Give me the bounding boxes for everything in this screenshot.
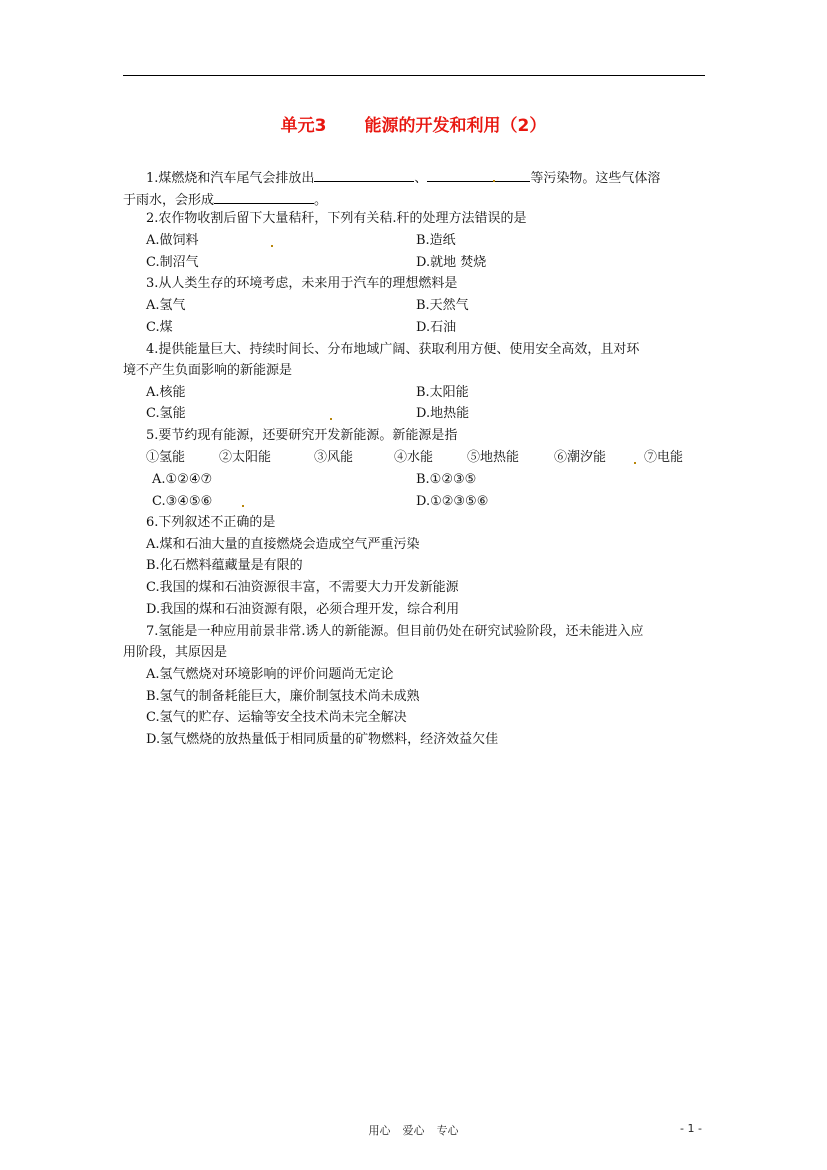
q4-option-c: C.氢能	[146, 406, 186, 421]
q5-item-4: ④水能	[394, 450, 434, 465]
stray-mark	[493, 180, 495, 182]
q5-item-5: ⑤地热能	[467, 450, 520, 465]
q7-stem-line1: 7.氢能是一种应用前景非常.诱人的新能源。但目前仍处在研究试验阶段，还未能进入应	[146, 624, 644, 639]
q5-option-b: B.①②③⑤	[416, 472, 477, 487]
q7-option-b: B.氢气的制备耗能巨大，廉价制氢技术尚未成熟	[146, 689, 420, 704]
q7-option-d: D.氢气燃烧的放热量低于相同质量的矿物燃料，经济效益欠佳	[146, 732, 499, 747]
q6-option-d: D.我国的煤和石油资源有限，必须合理开发，综合利用	[146, 602, 460, 617]
q4-option-a: A.核能	[146, 385, 186, 400]
q4-stem-line2: 境不产生负面影响的新能源是	[123, 363, 293, 378]
q3-option-b: B.天然气	[416, 298, 469, 313]
q6-option-c: C.我国的煤和石油资源很丰富，不需要大力开发新能源	[146, 580, 459, 595]
page-title	[0, 111, 827, 136]
q5-option-d: D.①②③⑤⑥	[416, 494, 489, 509]
unit-label: 单元3	[280, 116, 327, 136]
q3-stem: 3.从人类生存的环境考虑，未来用于汽车的理想燃料是	[146, 276, 458, 291]
q2-option-b: B.造纸	[416, 233, 456, 248]
q5-item-6: ⑥潮汐能	[554, 450, 607, 465]
q7-option-a: A.氢气燃烧对环境影响的评价问题尚无定论	[146, 667, 394, 682]
q2-stem: 2.农作物收割后留下大量秸秆，下列有关秸.秆的处理方法错误的是	[146, 211, 527, 226]
q7-stem-line2: 用阶段，其原因是	[123, 645, 228, 660]
footer-motto: 用心 爱心 专心	[368, 1124, 459, 1137]
q1-blank-2[interactable]	[427, 168, 530, 182]
q7-option-c: C.氢气的贮存、运输等安全技术尚未完全解决	[146, 710, 407, 725]
title-main: 能源的开发和利用（2）	[364, 116, 547, 136]
q1-blank-3[interactable]	[214, 190, 314, 204]
q3-option-a: A.氢气	[146, 298, 186, 313]
q4-option-b: B.太阳能	[416, 385, 469, 400]
q1-line2: 于雨水，会形成 。	[123, 190, 327, 209]
q6-option-a: A.煤和石油大量的直接燃烧会造成空气严重污染	[146, 537, 420, 552]
q5-item-1: ①氢能	[146, 450, 186, 465]
header-rule	[123, 75, 705, 76]
stray-mark	[271, 245, 273, 247]
page-number: - 1 -	[680, 1122, 702, 1135]
q6-stem: 6.下列叙述不正确的是	[146, 515, 276, 530]
stray-mark	[242, 505, 244, 507]
q1-blank-1[interactable]	[314, 168, 414, 182]
q3-option-d: D.石油	[416, 320, 457, 335]
stray-mark	[330, 418, 332, 420]
q5-item-7: ⑦电能	[644, 450, 684, 465]
q5-option-a: A.①②④⑦	[152, 472, 213, 487]
q5-stem: 5.要节约现有能源，还要研究开发新能源。新能源是指	[146, 428, 458, 443]
q3-option-c: C.煤	[146, 320, 173, 335]
stray-mark	[634, 462, 636, 464]
q5-option-c: C.③④⑤⑥	[152, 494, 213, 509]
q2-option-a: A.做饲料	[146, 233, 199, 248]
q4-option-d: D.地热能	[416, 406, 470, 421]
q2-option-d: D.就地 焚烧	[416, 255, 487, 270]
q6-option-b: B.化石燃料蕴藏量是有限的	[146, 558, 303, 573]
q1-line1: 1.煤燃烧和汽车尾气会排放出 、 等污染物。这些气体溶	[146, 168, 660, 187]
q5-item-2: ②太阳能	[219, 450, 272, 465]
q4-stem-line1: 4.提供能量巨大、持续时间长、分布地域广阔、获取利用方便、使用安全高效，且对环	[146, 342, 640, 357]
q2-option-c: C.制沼气	[146, 255, 199, 270]
q5-item-3: ③风能	[314, 450, 354, 465]
